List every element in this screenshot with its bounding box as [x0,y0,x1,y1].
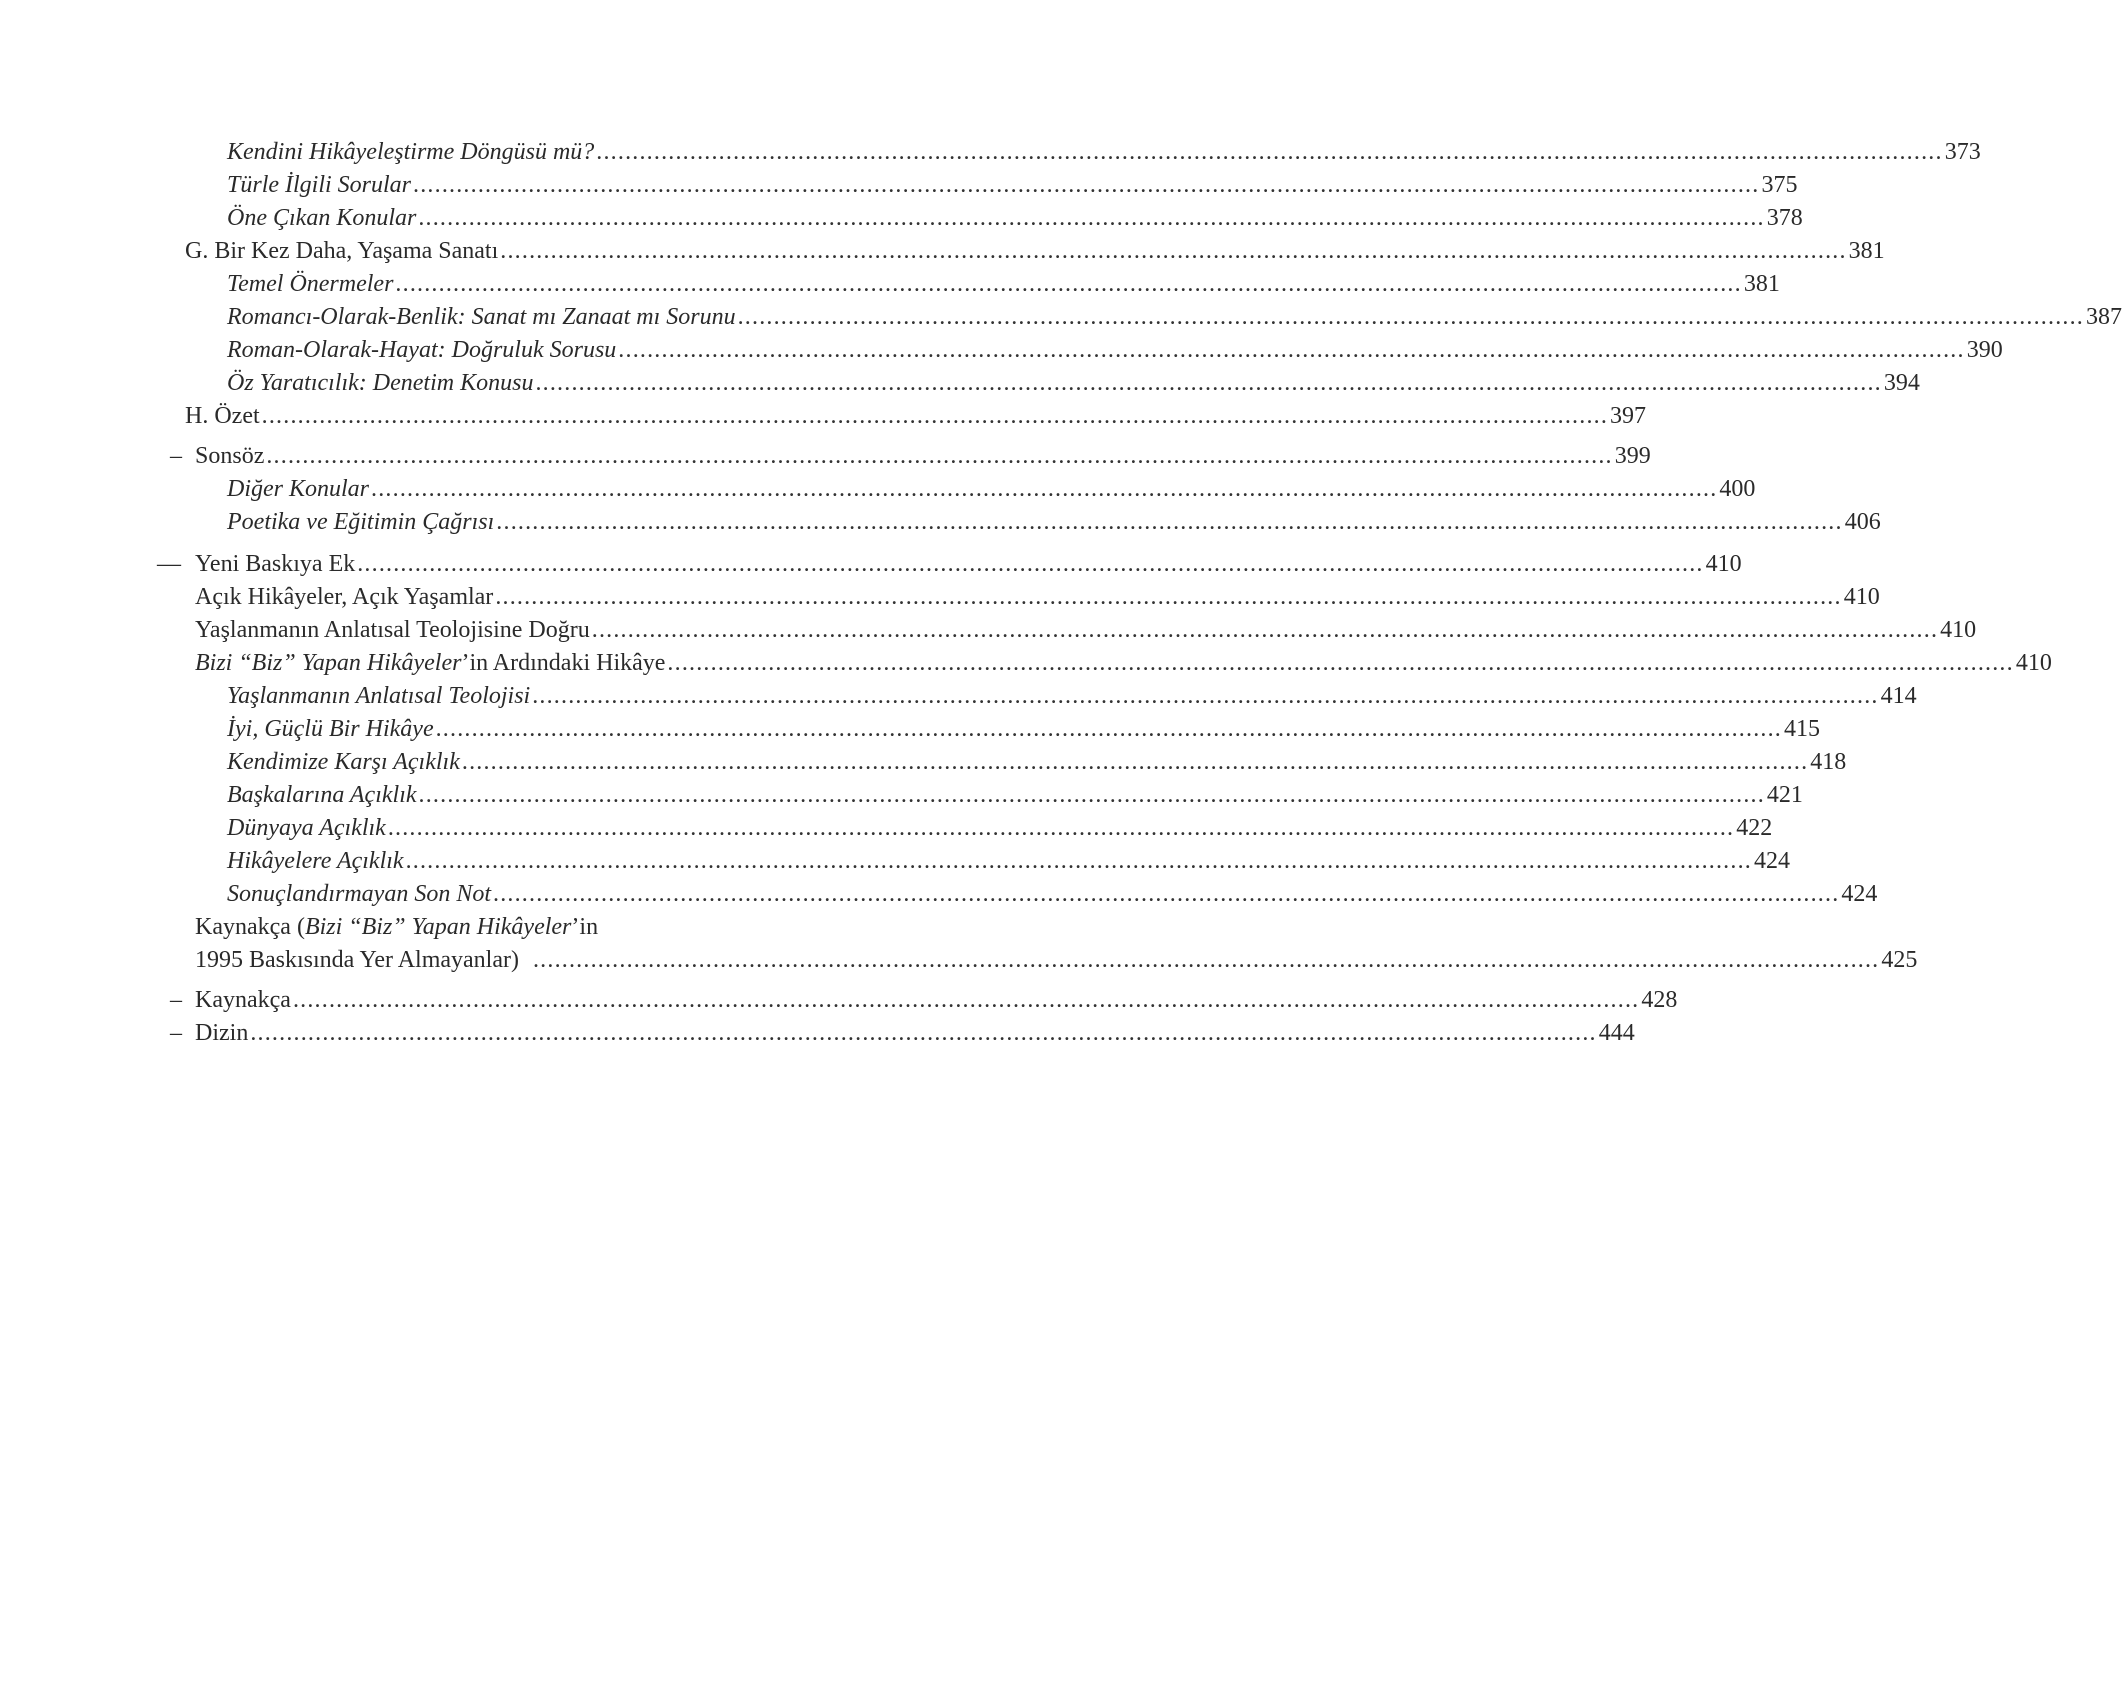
dot-leader: ........................................................................................................................................................................................... [266,443,1613,469]
toc-entry [170,647,2052,680]
toc-entry-page: 387 [2086,304,2122,330]
dot-leader: ........................................................................................................................................................................................... [413,172,1760,198]
dot-leader: ........................................................................................................................................................................................... [357,551,1704,577]
toc-entry-page: 422 [1736,815,1773,841]
dot-leader: ........................................................................................................................................................................................... [495,584,1842,610]
toc-entry-label: Poetika ve Eğitimin Çağrısı [227,509,495,535]
toc-entry-page: 406 [1844,509,1881,535]
dot-leader: ........................................................................................................................................................................................... [493,881,1840,907]
dot-leader: ........................................................................................................................................................................................... [250,1020,1597,1046]
toc-entry-dash: — [157,551,181,577]
toc-entry-label: Öz Yaratıcılık: Denetim Konusu [227,370,534,396]
dot-leader: ........................................................................................................................................................................................... [532,947,1880,973]
toc-entry-label [195,647,665,680]
dot-leader: ........................................................................................................................................................................................... [418,782,1765,808]
toc-entry [170,746,1847,779]
toc-entry-page: 410 [2015,650,2052,676]
toc-entry-label: Kendini Hikâyeleştirme Döngüsü mü? [227,139,595,165]
book-title: Bizi “Biz” Yapan Hikâyeler [304,914,572,940]
toc-entry-page: 424 [1753,848,1790,874]
toc-entry [170,581,1880,614]
toc-entry-label: Sonsöz [195,443,265,469]
toc-entry [170,440,1651,473]
dot-leader: ........................................................................................................................................................................................... [532,683,1879,709]
toc-entry-label: 1995 Baskısında Yer Almayanlar) [195,947,519,973]
toc-entry [170,473,1756,506]
dot-leader: ........................................................................................................................................................................................... [371,476,1718,502]
toc-entry-page: 381 [1848,238,1885,264]
toc-entry [170,235,1885,268]
toc-entry-page: 390 [1966,337,2003,363]
table-of-contents [157,136,2122,1050]
dot-leader: ........................................................................................................................................................................................... [261,403,1609,429]
toc-entry-label-b: ’in [571,914,599,940]
toc-entry-page: 397 [1610,403,1647,429]
toc-entry [170,202,1803,235]
toc-entry-page: 378 [1766,205,1803,231]
toc-entry-label: Dünyaya Açıklık [227,815,386,841]
toc-entry [170,713,1820,746]
toc-entry [170,812,1773,845]
dot-leader: ........................................................................................................................................................................................... [387,815,1735,841]
dot-leader: ........................................................................................................................................................................................... [618,337,1965,363]
toc-entry [170,984,1678,1017]
toc-entry [170,614,1977,647]
toc-entry-label: G. Bir Kez Daha, Yaşama Sanatı [185,238,499,264]
toc-entry [170,367,1920,400]
dot-leader: ........................................................................................................................................................................................... [500,238,1847,264]
toc-entry-label: Hikâyelere Açıklık [227,848,404,874]
dot-leader: ........................................................................................................................................................................................... [461,749,1809,775]
toc-entry-page: 400 [1719,476,1756,502]
dot-leader: ........................................................................................................................................................................................... [405,848,1752,874]
toc-entry [170,845,1790,878]
dot-leader: ........................................................................................................................................................................................... [435,716,1782,742]
dot-leader: ........................................................................................................................................................................................... [535,370,1882,396]
toc-entry-page: 414 [1880,683,1917,709]
toc-entry [170,400,1647,433]
dot-leader: ........................................................................................................................................................................................... [591,617,1939,643]
toc-entry-label: Sonuçlandırmayan Son Not [227,881,491,907]
toc-entry-label: Kaynakça [195,987,291,1013]
book-title: Bizi “Biz” Yapan Hikâyeler [195,650,462,676]
dot-leader: ........................................................................................................................................................................................... [737,304,2085,330]
toc-entry-label: Diğer Konular [227,476,370,502]
toc-entry-page: 428 [1641,987,1678,1013]
toc-entry-label: Kendimize Karşı Açıklık [227,749,460,775]
toc-entry-page: 381 [1743,271,1780,297]
toc-entry-label: Yeni Baskıya Ek [195,551,356,577]
toc-entry [170,268,1780,301]
dot-leader: ........................................................................................................................................................................................... [395,271,1742,297]
toc-entry-label: İyi, Güçlü Bir Hikâye [227,716,434,742]
toc-entry [170,878,1878,911]
toc-entry [170,334,2003,367]
toc-entry-label: Romancı-Olarak-Benlik: Sanat mı Zanaat mı Sorunu [227,304,736,330]
toc-entry-page: 418 [1810,749,1847,775]
toc-entry [170,301,2122,334]
toc-entry-page: 399 [1614,443,1651,469]
toc-entry-label: Başkalarına Açıklık [227,782,417,808]
toc-entry-label: Yaşlanmanın Anlatısal Teolojisi [227,683,531,709]
dot-leader: ........................................................................................................................................................................................... [596,139,1943,165]
toc-entry [170,779,1803,812]
toc-entry [170,1017,1635,1050]
toc-entry [170,169,1798,202]
dot-leader: ........................................................................................................................................................................................... [496,509,1843,535]
toc-entry-label [195,911,598,944]
dot-leader: ........................................................................................................................................................................................... [667,650,2014,676]
toc-entry-label-rest: ’in Ardındaki Hikâye [461,650,666,676]
toc-entry-page: 410 [1843,584,1880,610]
toc-entry-label: Açık Hikâyeler, Açık Yaşamlar [195,584,494,610]
toc-entry-label-a: Kaynakça ( [195,914,305,940]
toc-entry [170,680,1917,713]
toc-entry-label: H. Özet [185,403,260,429]
toc-entry-label: Yaşlanmanın Anlatısal Teolojisine Doğru [195,617,590,643]
toc-entry [170,911,920,944]
toc-entry-dash: – [170,443,182,469]
toc-entry-label: Temel Önermeler [227,271,394,297]
toc-entry [170,136,1981,169]
toc-entry-dash: – [170,987,182,1013]
toc-entry-dash: – [170,1020,182,1046]
toc-entry-page: 415 [1784,716,1820,742]
toc-entry-page: 375 [1761,172,1798,198]
toc-entry [157,548,1742,581]
toc-entry-page: 394 [1883,370,1920,396]
toc-entry [170,506,1881,539]
toc-entry-label: Türle İlgili Sorular [227,172,412,198]
dot-leader: ........................................................................................................................................................................................... [292,987,1640,1013]
toc-entry-page: 421 [1766,782,1803,808]
toc-entry-page: 425 [1881,947,1918,973]
toc-entry-label: Dizin [195,1020,249,1046]
toc-entry-page: 424 [1841,881,1878,907]
dot-leader: ........................................................................................................................................................................................... [418,205,1765,231]
toc-entry-label: Roman-Olarak-Hayat: Doğruluk Sorusu [227,337,617,363]
toc-entry-page: 410 [1940,617,1977,643]
toc-entry-label: Öne Çıkan Konular [227,205,417,231]
toc-entry-page: 373 [1944,139,1981,165]
toc-entry-page: 410 [1705,551,1742,577]
toc-entry-page: 444 [1598,1020,1635,1046]
toc-entry [170,944,1918,977]
